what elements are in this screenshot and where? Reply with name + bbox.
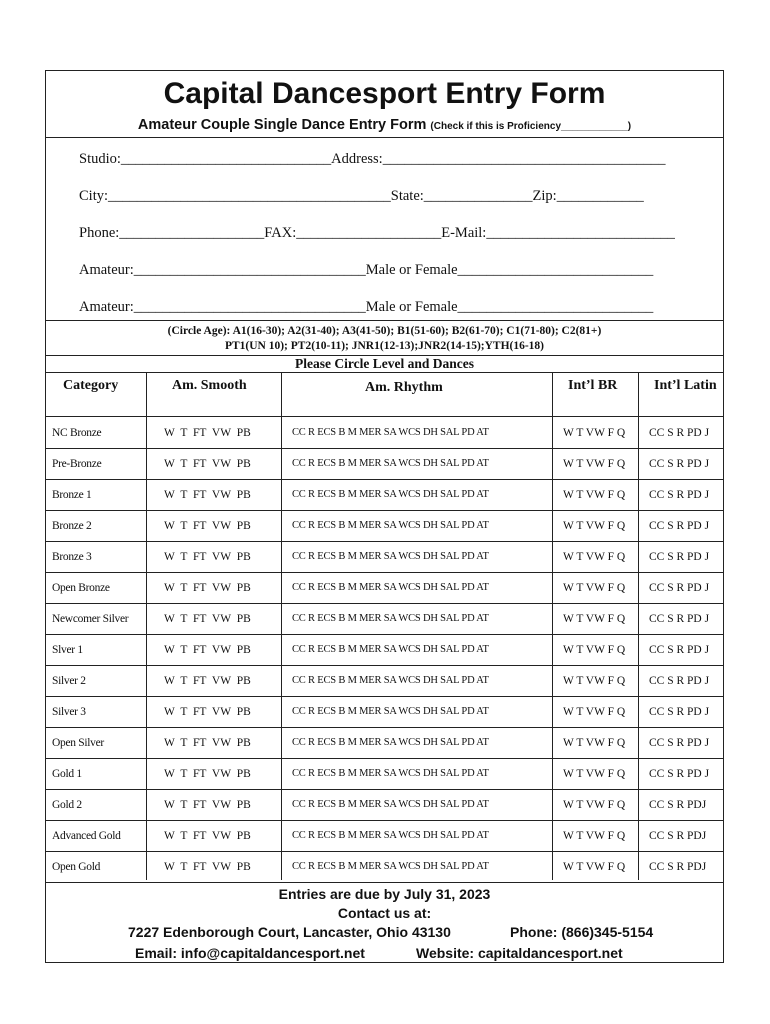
row-rhythm-dances[interactable]: CC R ECS B M MER SA WCS DH SAL PD AT — [292, 737, 489, 748]
table-row — [46, 511, 723, 542]
row-intl-latin-dances[interactable]: CC S R PDJ — [649, 799, 707, 811]
row-intl-br-dances[interactable]: W T VW F Q — [563, 644, 626, 656]
contact-label: Contact us at: — [337, 905, 432, 921]
row-rhythm-dances[interactable]: CC R ECS B M MER SA WCS DH SAL PD AT — [292, 675, 489, 686]
row-intl-br-dances[interactable]: W T VW F Q — [563, 861, 626, 873]
row-intl-latin-dances[interactable]: CC S R PDJ — [649, 861, 707, 873]
table-row — [46, 542, 723, 573]
row-rhythm-dances[interactable]: CC R ECS B M MER SA WCS DH SAL PD AT — [292, 830, 489, 841]
row-smooth-dances[interactable]: W T FT VW PB — [164, 706, 251, 718]
row-category: Open Silver — [52, 737, 104, 749]
divider — [46, 372, 723, 373]
row-category: Slver 1 — [52, 644, 83, 656]
row-intl-latin-dances[interactable]: CC S R PD J — [649, 768, 710, 780]
row-intl-br-dances[interactable]: W T VW F Q — [563, 799, 626, 811]
table-row — [46, 604, 723, 635]
amateur-2-field[interactable]: Amateur:________________________________Male or Female___________________________ — [79, 299, 654, 315]
row-intl-latin-dances[interactable]: CC S R PD J — [649, 675, 710, 687]
row-smooth-dances[interactable]: W T FT VW PB — [164, 861, 251, 873]
row-intl-latin-dances[interactable]: CC S R PDJ — [649, 830, 707, 842]
row-intl-latin-dances[interactable]: CC S R PD J — [649, 706, 710, 718]
row-intl-br-dances[interactable]: W T VW F Q — [563, 768, 626, 780]
row-smooth-dances[interactable]: W T FT VW PB — [164, 520, 251, 532]
row-smooth-dances[interactable]: W T FT VW PB — [164, 458, 251, 470]
table-row — [46, 666, 723, 697]
divider — [46, 137, 723, 138]
row-intl-latin-dances[interactable]: CC S R PD J — [649, 427, 710, 439]
row-rhythm-dances[interactable]: CC R ECS B M MER SA WCS DH SAL PD AT — [292, 489, 489, 500]
row-smooth-dances[interactable]: W T FT VW PB — [164, 675, 251, 687]
row-intl-br-dances[interactable]: W T VW F Q — [563, 489, 626, 501]
row-intl-br-dances[interactable]: W T VW F Q — [563, 520, 626, 532]
table-row — [46, 635, 723, 666]
table-row — [46, 573, 723, 604]
row-intl-br-dances[interactable]: W T VW F Q — [563, 582, 626, 594]
age-groups-line-1: (Circle Age): A1(16-30); A2(31-40); A3(41-50); B1(51-60); B2(61-70); C1(71-80); C2(81+) — [167, 325, 602, 337]
phone-number: Phone: (866)345-5154 — [510, 924, 654, 940]
row-intl-latin-dances[interactable]: CC S R PD J — [649, 551, 710, 563]
row-rhythm-dances[interactable]: CC R ECS B M MER SA WCS DH SAL PD AT — [292, 613, 489, 624]
header-category: Category — [63, 378, 119, 393]
table-row — [46, 852, 723, 883]
row-rhythm-dances[interactable]: CC R ECS B M MER SA WCS DH SAL PD AT — [292, 551, 489, 562]
header-intl-latin: Int’l Latin — [654, 378, 717, 393]
row-category: Bronze 1 — [52, 489, 92, 501]
row-category: Gold 2 — [52, 799, 82, 811]
row-category: Open Bronze — [52, 582, 110, 594]
header-intl-br: Int’l BR — [568, 378, 618, 393]
row-smooth-dances[interactable]: W T FT VW PB — [164, 768, 251, 780]
row-rhythm-dances[interactable]: CC R ECS B M MER SA WCS DH SAL PD AT — [292, 427, 489, 438]
row-rhythm-dances[interactable]: CC R ECS B M MER SA WCS DH SAL PD AT — [292, 644, 489, 655]
row-rhythm-dances[interactable]: CC R ECS B M MER SA WCS DH SAL PD AT — [292, 799, 489, 810]
row-intl-latin-dances[interactable]: CC S R PD J — [649, 737, 710, 749]
row-category: Gold 1 — [52, 768, 82, 780]
table-instruction: Please Circle Level and Dances — [295, 356, 474, 371]
row-rhythm-dances[interactable]: CC R ECS B M MER SA WCS DH SAL PD AT — [292, 582, 489, 593]
row-intl-latin-dances[interactable]: CC S R PD J — [649, 458, 710, 470]
row-rhythm-dances[interactable]: CC R ECS B M MER SA WCS DH SAL PD AT — [292, 458, 489, 469]
row-intl-br-dances[interactable]: W T VW F Q — [563, 830, 626, 842]
row-smooth-dances[interactable]: W T FT VW PB — [164, 427, 251, 439]
table-row — [46, 697, 723, 728]
subtitle-text: Amateur Couple Single Dance Entry Form — [137, 117, 427, 133]
row-rhythm-dances[interactable]: CC R ECS B M MER SA WCS DH SAL PD AT — [292, 706, 489, 717]
row-intl-latin-dances[interactable]: CC S R PD J — [649, 520, 710, 532]
row-category: Newcomer Silver — [52, 613, 129, 625]
table-row — [46, 418, 723, 449]
proficiency-note: (Check if this is Proficiency____________) — [430, 121, 632, 132]
row-smooth-dances[interactable]: W T FT VW PB — [164, 489, 251, 501]
row-category: Bronze 3 — [52, 551, 92, 563]
form-subtitle — [46, 117, 723, 133]
row-smooth-dances[interactable]: W T FT VW PB — [164, 830, 251, 842]
studio-address-field[interactable]: Studio:_____________________________Address:_______________________________________ — [79, 151, 666, 167]
table-row — [46, 821, 723, 852]
amateur-1-field[interactable]: Amateur:________________________________Male or Female___________________________ — [79, 262, 654, 278]
row-category: NC Bronze — [52, 427, 102, 439]
table-row — [46, 449, 723, 480]
email-link[interactable]: Email: info@capitaldancesport.net — [135, 945, 365, 961]
divider — [46, 320, 723, 321]
row-smooth-dances[interactable]: W T FT VW PB — [164, 737, 251, 749]
row-smooth-dances[interactable]: W T FT VW PB — [164, 582, 251, 594]
phone-fax-email-field[interactable]: Phone:____________________FAX:____________________E-Mail:__________________________ — [79, 225, 675, 241]
mailing-address: 7227 Edenborough Court, Lancaster, Ohio 43130 — [128, 924, 451, 940]
row-intl-br-dances[interactable]: W T VW F Q — [563, 551, 626, 563]
website-link[interactable]: Website: capitaldancesport.net — [416, 945, 623, 961]
row-intl-br-dances[interactable]: W T VW F Q — [563, 706, 626, 718]
row-intl-br-dances[interactable]: W T VW F Q — [563, 458, 626, 470]
form-title: Capital Dancesport Entry Form — [163, 77, 606, 110]
table-bottom — [46, 882, 723, 883]
row-intl-br-dances[interactable]: W T VW F Q — [563, 427, 626, 439]
row-category: Advanced Gold — [52, 830, 121, 842]
row-category: Bronze 2 — [52, 520, 92, 532]
row-category: Pre-Bronze — [52, 458, 102, 470]
table-row — [46, 790, 723, 821]
header-smooth: Am. Smooth — [172, 378, 247, 393]
city-state-zip-field[interactable]: City:_______________________________________State:_______________Zip:____________ — [79, 188, 644, 204]
row-category: Silver 3 — [52, 706, 86, 718]
entry-form — [45, 70, 724, 963]
table-row — [46, 480, 723, 511]
row-intl-br-dances[interactable]: W T VW F Q — [563, 737, 626, 749]
row-rhythm-dances[interactable]: CC R ECS B M MER SA WCS DH SAL PD AT — [292, 768, 489, 779]
row-intl-latin-dances[interactable]: CC S R PD J — [649, 489, 710, 501]
row-intl-latin-dances[interactable]: CC S R PD J — [649, 613, 710, 625]
row-intl-latin-dances[interactable]: CC S R PD J — [649, 582, 710, 594]
table-row — [46, 728, 723, 759]
row-intl-br-dances[interactable]: W T VW F Q — [563, 613, 626, 625]
age-groups-line-2: PT1(UN 10); PT2(10-11); JNR1(12-13);JNR2(14-15);YTH(16-18) — [224, 340, 545, 352]
header-rhythm: Am. Rhythm — [365, 380, 443, 395]
due-date: Entries are due by July 31, 2023 — [278, 886, 491, 902]
row-rhythm-dances[interactable]: CC R ECS B M MER SA WCS DH SAL PD AT — [292, 520, 489, 531]
row-smooth-dances[interactable]: W T FT VW PB — [164, 644, 251, 656]
row-intl-br-dances[interactable]: W T VW F Q — [563, 675, 626, 687]
row-smooth-dances[interactable]: W T FT VW PB — [164, 799, 251, 811]
row-smooth-dances[interactable]: W T FT VW PB — [164, 613, 251, 625]
row-smooth-dances[interactable]: W T FT VW PB — [164, 551, 251, 563]
table-header-bottom — [46, 416, 723, 417]
row-rhythm-dances[interactable]: CC R ECS B M MER SA WCS DH SAL PD AT — [292, 861, 489, 872]
row-category: Silver 2 — [52, 675, 86, 687]
row-category: Open Gold — [52, 861, 101, 873]
table-row — [46, 759, 723, 790]
row-intl-latin-dances[interactable]: CC S R PD J — [649, 644, 710, 656]
